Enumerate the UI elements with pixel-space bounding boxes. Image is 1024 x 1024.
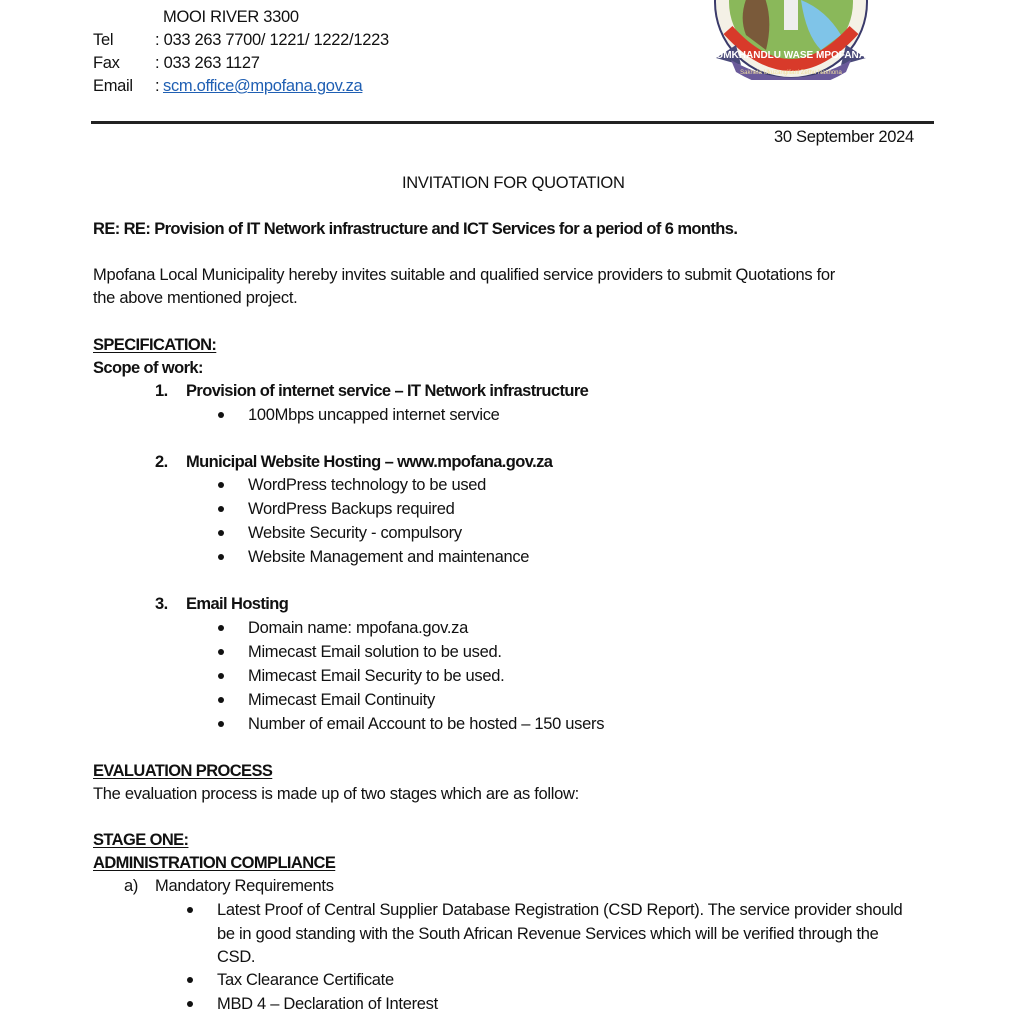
bullet-icon xyxy=(218,721,224,727)
bullet-icon xyxy=(218,412,224,418)
item-3-title: Email Hosting xyxy=(186,595,289,613)
email-label: Email xyxy=(93,77,133,95)
requirement-tax-clearance: Tax Clearance Certificate xyxy=(217,971,394,989)
bullet-icon xyxy=(218,625,224,631)
fax-value: : 033 263 1127 xyxy=(155,54,260,72)
tel-value: : 033 263 7700/ 1221/ 1222/1223 xyxy=(155,31,389,49)
scope-label: Scope of work: xyxy=(93,359,203,377)
bullet-icon xyxy=(218,554,224,560)
municipality-logo xyxy=(706,0,876,80)
re-line: RE: RE: Provision of IT Network infrastructure and ICT Services for a period of 6 months. xyxy=(93,220,738,238)
evaluation-text: The evaluation process is made up of two stages which are as follow: xyxy=(93,785,579,803)
item-3-bullet-4: Mimecast Email Continuity xyxy=(248,691,435,709)
item-2-bullet-4: Website Management and maintenance xyxy=(248,548,530,566)
bullet-icon xyxy=(218,697,224,703)
sub-item-label: a) xyxy=(124,877,139,895)
bullet-icon xyxy=(218,649,224,655)
requirement-mbd4: MBD 4 – Declaration of Interest xyxy=(217,995,438,1013)
intro-line-1: Mpofana Local Municipality hereby invites suitable and qualified service providers to submit Quotations for xyxy=(93,266,835,284)
header-divider xyxy=(91,121,934,124)
item-3-bullet-5: Number of email Account to be hosted – 150 users xyxy=(248,715,605,733)
bullet-icon xyxy=(187,1001,193,1007)
item-3-bullet-1: Domain name: mpofana.gov.za xyxy=(248,619,468,637)
item-1-bullet-1: 100Mbps uncapped internet service xyxy=(248,406,500,424)
item-2-bullet-2: WordPress Backups required xyxy=(248,500,455,518)
item-3-number: 3. xyxy=(155,595,168,613)
bullet-icon xyxy=(218,482,224,488)
bullet-icon xyxy=(187,977,193,983)
item-2-bullet-1: WordPress technology to be used xyxy=(248,476,487,494)
item-3-bullet-2: Mimecast Email solution to be used. xyxy=(248,643,502,661)
bullet-icon xyxy=(218,506,224,512)
item-1-number: 1. xyxy=(155,382,168,400)
admin-compliance-heading: ADMINISTRATION COMPLIANCE xyxy=(93,854,336,872)
requirement-csd: Latest Proof of Central Supplier Database Registration (CSD Report). The service provider should be in good standing with the South African Revenue Services which will be verified through the CSD. xyxy=(217,901,903,966)
item-2-bullet-3: Website Security - compulsory xyxy=(248,524,462,542)
evaluation-heading: EVALUATION PROCESS xyxy=(93,762,273,780)
email-colon: : xyxy=(155,77,160,95)
item-3-bullet-3: Mimecast Email Security to be used. xyxy=(248,667,505,685)
address-line: MOOI RIVER 3300 xyxy=(163,8,299,26)
sub-item-title: Mandatory Requirements xyxy=(155,877,334,895)
email-link[interactable]: scm.office@mpofana.gov.za xyxy=(163,77,363,95)
fax-label: Fax xyxy=(93,54,120,72)
specification-heading: SPECIFICATION: xyxy=(93,336,217,354)
item-2-title: Municipal Website Hosting – www.mpofana.gov.za xyxy=(186,453,553,471)
bullet-icon xyxy=(187,907,193,913)
item-1-title: Provision of internet service – IT Network infrastructure xyxy=(186,382,589,400)
stage-one-heading: STAGE ONE: xyxy=(93,831,189,849)
bullet-icon xyxy=(218,530,224,536)
document-date: 30 September 2024 xyxy=(774,128,914,146)
logo-text: UMKHANDLU WASE MPOFANA xyxy=(716,50,866,61)
document-title: INVITATION FOR QUOTATION xyxy=(402,174,625,192)
logo-motto: Sakhela Ukuzangiliani Zethu Nakhona xyxy=(740,70,842,76)
bullet-icon xyxy=(218,673,224,679)
item-2-number: 2. xyxy=(155,453,168,471)
intro-line-2: the above mentioned project. xyxy=(93,289,298,307)
tel-label: Tel xyxy=(93,31,114,49)
